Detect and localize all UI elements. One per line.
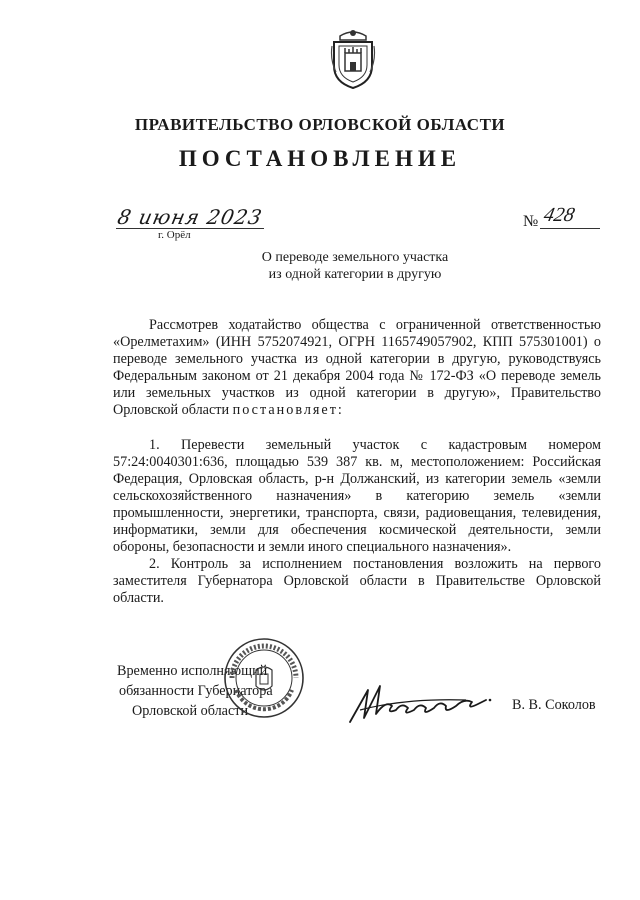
subject-line-2: из одной категории в другую — [268, 267, 442, 282]
preamble-text: Рассмотрев ходатайство общества с ограниченной ответственностью «Орелметахим» (ИНН 5752074921, ОГРН 1165749057902, КПП 575301001) о переводе земельного участка из одной категории в другую, руководствуясь Федеральным законом от 21 декабря 2004 года № 172-ФЗ «О переводе земель или земельных участков из одной категории в другую», Правительство Орловской области — [113, 317, 601, 418]
subject-line-1: О переводе земельного участка — [261, 250, 449, 265]
position-line-1: Временно исполняющий — [117, 663, 268, 679]
document-body — [113, 317, 601, 607]
number-underline — [540, 228, 600, 229]
resolves-word: постановляет: — [232, 402, 344, 418]
position-line-2: обязанности Губернатора — [119, 683, 273, 699]
paragraph-item-2: 2. Контроль за исполнением постановления возложить на первого заместителя Губернатора Орловской области в Правительстве Орловской области. — [113, 556, 601, 606]
paragraph-item-1: 1. Перевести земельный участок с кадастровым номером 57:24:0040301:636, площадью 539 387 кв. м, местоположением: Российская Федерация, Орловская область, р-н Должанский, из категории земель «земли сельскохозяйственного назначения» в категорию земель «земли промышленности, энергетики, транспорта, связи, радиовещания, телевидения, информатики, земли для обеспечения космической деятельности, земли обороны, безопасности и земли иного специального назначения». — [113, 437, 601, 555]
number-prefix: № — [523, 213, 539, 230]
position-line-3: Орловской области — [132, 703, 249, 719]
official-seal-stamp — [222, 636, 306, 720]
organization-title: ПРАВИТЕЛЬСТВО ОРЛОВСКОЙ ОБЛАСТИ — [134, 115, 506, 134]
coat-of-arms-emblem — [330, 26, 376, 90]
document-type-title: ПОСТАНОВЛЕНИЕ — [178, 146, 462, 171]
handwritten-date: 8 июня 2023 — [115, 205, 265, 229]
document-subject — [240, 249, 470, 283]
handwritten-number: 428 — [541, 204, 577, 226]
signer-name: В. В. Соколов — [512, 697, 596, 713]
handwritten-signature — [346, 670, 496, 730]
city-label: г. Орёл — [158, 229, 191, 241]
paragraph-preamble — [113, 317, 601, 419]
